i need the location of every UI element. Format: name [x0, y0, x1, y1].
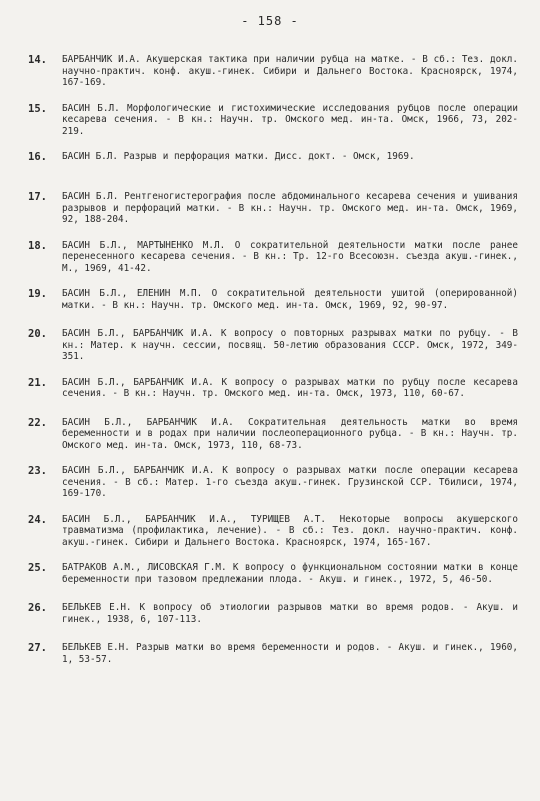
bibliography-entry — [28, 642, 518, 668]
entry-number: 27. — [28, 642, 47, 654]
bibliography-entry — [28, 240, 518, 275]
bibliography-entry — [28, 191, 518, 226]
bibliography-entry — [28, 562, 518, 588]
entry-text: БАСИН Б.Л., БАРБАНЧИК И.А. К вопросу о разрывах матки по рубцу после кесарева сечения. - В кн.: Научн. тр. Омского мед. ин-та. Омск, 1973, 110, 60-67. — [62, 376, 518, 399]
entry-text: БАСИН Б.Л. Разрыв и перфорация матки. Дисс. докт. - Омск, 1969. — [62, 151, 415, 162]
entry-number: 23. — [28, 465, 47, 477]
entry-text: БАСИН Б.Л., БАРБАНЧИК И.А. Сократительная деятельность матки во время беременности и в родах при наличии послеоперационного рубца. - В кн.: Научн. тр. Омского мед. ин-та. Омск, 1973, 110, 68-73. — [62, 416, 518, 451]
entry-number: 24. — [28, 513, 47, 526]
entry-number: 15. — [28, 102, 47, 115]
page-number: - 158 - — [241, 14, 299, 28]
entry-number: 16. — [28, 151, 47, 163]
entry-number: 14. — [28, 54, 47, 66]
entry-number: 21. — [28, 376, 47, 389]
bibliography-entry — [28, 288, 518, 314]
bibliography-entry — [28, 465, 518, 500]
entry-text: БАТРАКОВ А.М., ЛИСОВСКАЯ Г.М. К вопросу о функциональном состоянии матки в конце беременности при тазовом предлежании плода. - Акуш. и гинек., 1972, 5, 46-50. — [62, 562, 518, 585]
bibliography-entry — [28, 54, 518, 89]
bibliography-entry — [28, 417, 518, 452]
bibliography-list — [28, 54, 518, 682]
entry-text: БАСИН Б.Л., ЕЛЕНИН М.П. О сократительной деятельности ушитой (оперированной) матки. - В кн.: Научн. тр. Омского мед. ин-та. Омск, 1969, 92, 90-97. — [62, 288, 518, 311]
entry-text: БАРБАНЧИК И.А. Акушерская тактика при наличии рубца на матке. - В сб.: Тез. докл. научно-практич. конф. акуш.-гинек. Сибири и Дальнего Востока. Красноярск, 1974, 167-169. — [62, 54, 518, 88]
entry-text: БАСИН Б.Л., МАРТЫНЕНКО М.Л. О сократительной деятельности матки после ранее перенесенного кесарева сечения. - В кн.: Тр. 12-го Всесоюзн. съезда акуш.-гинек., М., 1969, 41-42. — [62, 239, 518, 274]
entry-text: БЕЛЬКЕВ Е.Н. К вопросу об этиологии разрывов матки во время родов. - Акуш. и гинек., 1938, 6, 107-113. — [62, 602, 518, 625]
bibliography-entry — [28, 377, 518, 403]
bibliography-entry — [28, 151, 518, 177]
entry-text: БАСИН Б.Л. Рентгеногистерография после абдоминального кесарева сечения и ушивания разрывов и перфораций матки. - В кн.: Научн. тр. Омского мед. ин-та. Омск, 1969, 92, 188-204. — [62, 191, 518, 225]
bibliography-entry — [28, 103, 518, 138]
entry-number: 17. — [28, 191, 47, 203]
entry-text: БАСИН Б.Л., БАРБАНЧИК И.А., ТУРИЩЕВ А.Т. Некоторые вопросы акушерского травматизма (профилактика, лечение). - В сб.: Тез. докл. научно-практич. конф. акуш.-гинек. Сибири и Дальнего Востока. Красноярск, 1974, 165-167. — [62, 513, 518, 548]
bibliography-entry — [28, 328, 518, 363]
bibliography-entry — [28, 602, 518, 628]
entry-number: 25. — [28, 562, 47, 574]
entry-number: 18. — [28, 239, 47, 252]
entry-text: БЕЛЬКЕВ Е.Н. Разрыв матки во время беременности и родов. - Акуш. и гинек., 1960, 1, 53-57. — [62, 642, 518, 665]
entry-number: 22. — [28, 416, 47, 429]
entry-number: 20. — [28, 328, 47, 340]
entry-number: 19. — [28, 288, 47, 300]
entry-text: БАСИН Б.Л. Морфологические и гистохимические исследования рубцов после операции кесарева сечения. - В кн.: Научн. тр. Омского мед. ин-та. Омск, 1966, 73, 202-219. — [62, 102, 518, 137]
entry-text: БАСИН Б.Л., БАРБАНЧИК И.А. К вопросу о повторных разрывах матки по рубцу. - В кн.: Матер. к научн. сессии, посвящ. 50-летию образования СССР. Омск, 1972, 349-351. — [62, 328, 518, 362]
entry-number: 26. — [28, 602, 47, 614]
entry-text: БАСИН Б.Л., БАРБАНЧИК И.А. К вопросу о разрывах матки после операции кесарева сечения. - В сб.: Матер. 1-го съезда акуш.-гинек. Грузинской ССР. Тбилиси, 1974, 169-170. — [62, 465, 518, 499]
bibliography-entry — [28, 514, 518, 549]
